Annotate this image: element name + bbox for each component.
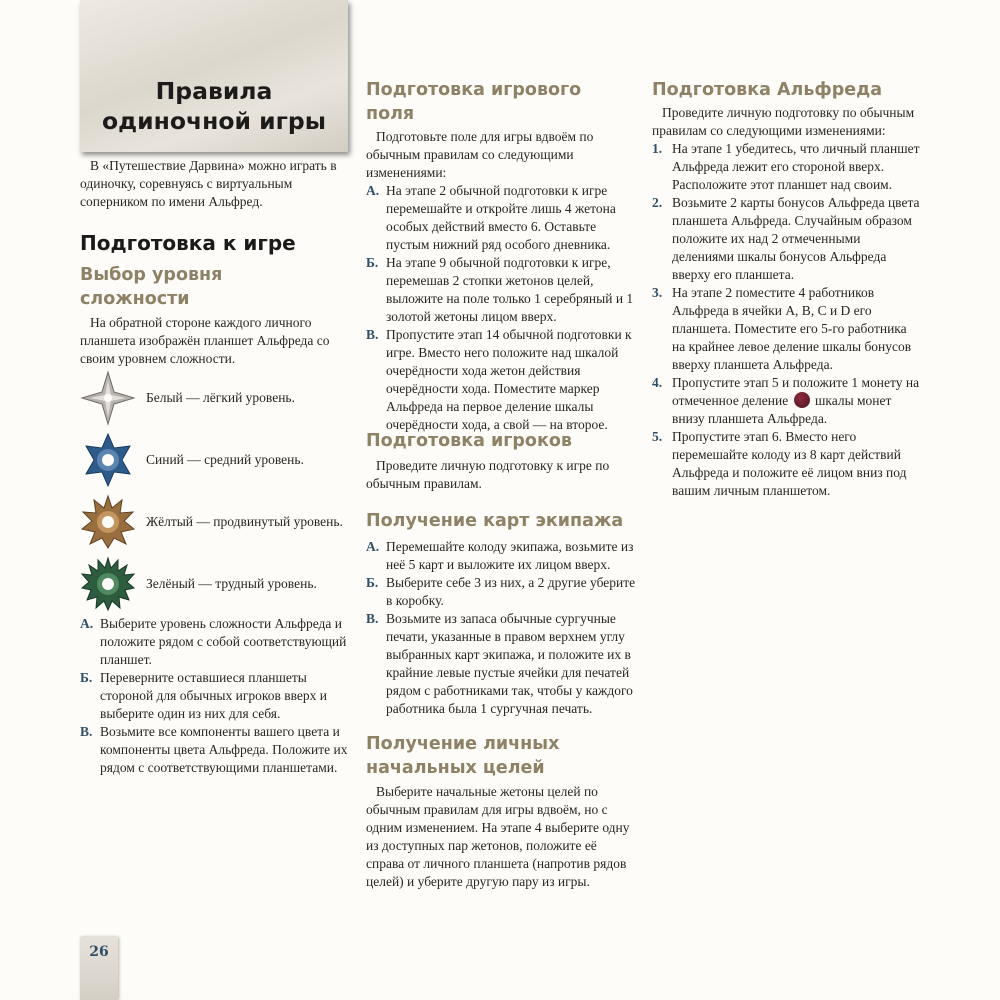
- board-section: [366, 128, 636, 434]
- goals-heading: Получение личных начальных целей: [366, 734, 560, 778]
- alfred-text: Проведите личную подготовку по обычным правилам со следующими изменениями:: [652, 105, 915, 138]
- list-item: [652, 284, 920, 374]
- title-banner: [80, 0, 348, 152]
- goals-text: Выберите начальные жетоны целей по обычным правилам для игры вдвоём, но с одним изменением. На этапе 4 выберите одну из доступных пар жетонов, положите её справа от личного планшета (напротив рядов целей) и уберите другую пару из игры.: [366, 784, 630, 889]
- white-star-icon: [80, 370, 136, 426]
- list-marker: В.: [80, 724, 93, 739]
- page-number: 26: [89, 944, 109, 960]
- list-text: Пропустите этап 14 обычной подготовки к игре. Вместо него положите над шкалой очерёдности хода жетон действия очерёдности хода. Поместите маркер Альфреда на первое деление шкалы очерёдности хода, а свой — на второе.: [386, 327, 632, 432]
- list-marker: А.: [80, 616, 94, 631]
- difficulty-text: На обратной стороне каждого личного планшета изображён планшет Альфреда со своим уровнем сложности.: [80, 315, 330, 366]
- level-label: Синий — средний уровень.: [146, 452, 304, 467]
- list-item: [366, 574, 636, 610]
- list-marker: А.: [366, 539, 380, 554]
- green-star-icon: [80, 556, 136, 612]
- blue-star-icon: [80, 432, 136, 488]
- list-marker: 4.: [652, 375, 663, 390]
- intro-text: В «Путешествие Дарвина» можно играть в одиночку, соревнуясь с виртуальным соперником по имени Альфред.: [80, 158, 337, 209]
- crew-heading: Получение карт экипажа: [366, 511, 624, 531]
- level-yellow: [80, 494, 350, 550]
- board-heading: Подготовка игрового поля: [366, 80, 582, 124]
- list-text: На этапе 1 убедитесь, что личный планшет Альфреда лежит его стороной вверх. Расположите этот планшет над своим.: [672, 141, 920, 192]
- crew-section: [366, 538, 636, 718]
- list-item: [366, 326, 636, 434]
- list-item: [80, 723, 350, 777]
- level-label: Белый — лёгкий уровень.: [146, 390, 295, 405]
- list-item: [652, 140, 920, 194]
- list-text: Пропустите этап 6. Вместо него перемешайте колоду из 8 карт действий Альфреда и положите её лицом вниз под вашим личным планшетом.: [672, 429, 907, 498]
- list-item: [652, 428, 920, 500]
- list-item: [366, 538, 636, 574]
- level-label: Жёлтый — продвинутый уровень.: [146, 514, 343, 529]
- list-marker: 5.: [652, 429, 663, 444]
- list-marker: 1.: [652, 141, 663, 156]
- list-item: [652, 194, 920, 284]
- players-heading: Подготовка игроков: [366, 431, 572, 451]
- list-marker: А.: [366, 183, 380, 198]
- list-marker: 3.: [652, 285, 663, 300]
- list-text: Переверните оставшиеся планшеты стороной для обычных игроков вверх и выберите один из них для себя.: [100, 670, 328, 721]
- list-item: [366, 182, 636, 254]
- level-label: Зелёный — трудный уровень.: [146, 576, 317, 591]
- list-text: Возьмите все компоненты вашего цвета и компоненты цвета Альфреда. Положите их рядом с соответствующими планшетами.: [100, 724, 348, 775]
- list-text: Возьмите 2 карты бонусов Альфреда цвета планшета Альфреда. Случайным образом положите их над 2 отмеченными делениями шкалы бонусов Альфреда вверху его планшета.: [672, 195, 920, 282]
- list-marker: 2.: [652, 195, 663, 210]
- list-item: [366, 254, 636, 326]
- list-marker: В.: [366, 327, 379, 342]
- setup-heading: Подготовка к игре: [80, 231, 296, 255]
- alfred-section: [652, 104, 920, 500]
- list-text: На этапе 2 поместите 4 работников Альфреда в ячейки A, B, C и D его планшета. Поместите его 5-го работника на крайнее левое деление шкалы бонусов вверху планшета Альфреда.: [672, 285, 912, 372]
- list-marker: Б.: [80, 670, 93, 685]
- list-item: [366, 610, 636, 718]
- list-marker: Б.: [366, 575, 379, 590]
- level-white: [80, 370, 350, 426]
- list-text: На этапе 9 обычной подготовки к игре, перемешав 2 стопки жетонов целей, выложите на поле только 1 серебряный и 1 золотой жетоны лицом вверх.: [386, 255, 634, 324]
- list-text: Возьмите из запаса обычные сургучные печати, указанные в правом верхнем углу выбранных карт экипажа, и положите их в крайние левые пустые ячейки для печатей рядом с работниками так, чтобы у каждого работника была 1 сургучная печать.: [386, 611, 633, 716]
- board-text: Подготовьте поле для игры вдвоём по обычным правилам со следующими изменениями:: [366, 129, 594, 180]
- page-title: Правила одиночной игры: [102, 77, 326, 135]
- difficulty-heading: Выбор уровня сложности: [80, 265, 223, 309]
- difficulty-steps: [80, 615, 350, 777]
- alfred-heading: Подготовка Альфреда: [652, 80, 883, 100]
- list-marker: Б.: [366, 255, 379, 270]
- list-item: [80, 615, 350, 669]
- list-marker: В.: [366, 611, 379, 626]
- list-text: Пропустите этап 5 и положите 1 монету на отмеченное деление: [672, 375, 920, 408]
- list-text: Перемешайте колоду экипажа, возьмите из неё 5 карт и выложите их лицом вверх.: [386, 539, 634, 572]
- coin-icon: [794, 392, 810, 408]
- list-text: На этапе 2 обычной подготовки к игре перемешайте и откройте лишь 4 жетона особых действий вместо 6. Оставьте пустым нижний ряд особого дневника.: [386, 183, 616, 252]
- players-text: Проведите личную подготовку к игре по обычным правилам.: [366, 458, 610, 491]
- list-text: Выберите уровень сложности Альфреда и положите рядом с собой соответствующий планшет.: [100, 616, 347, 667]
- list-item: [652, 374, 920, 428]
- page-number-tab: [80, 937, 118, 1000]
- yellow-star-icon: [80, 494, 136, 550]
- list-text: Выберите себе 3 из них, а 2 другие уберите в коробку.: [386, 575, 636, 608]
- level-blue: [80, 432, 350, 488]
- list-text: шкалы монет внизу планшета Альфреда.: [672, 393, 892, 426]
- list-item: [80, 669, 350, 723]
- level-green: [80, 556, 350, 612]
